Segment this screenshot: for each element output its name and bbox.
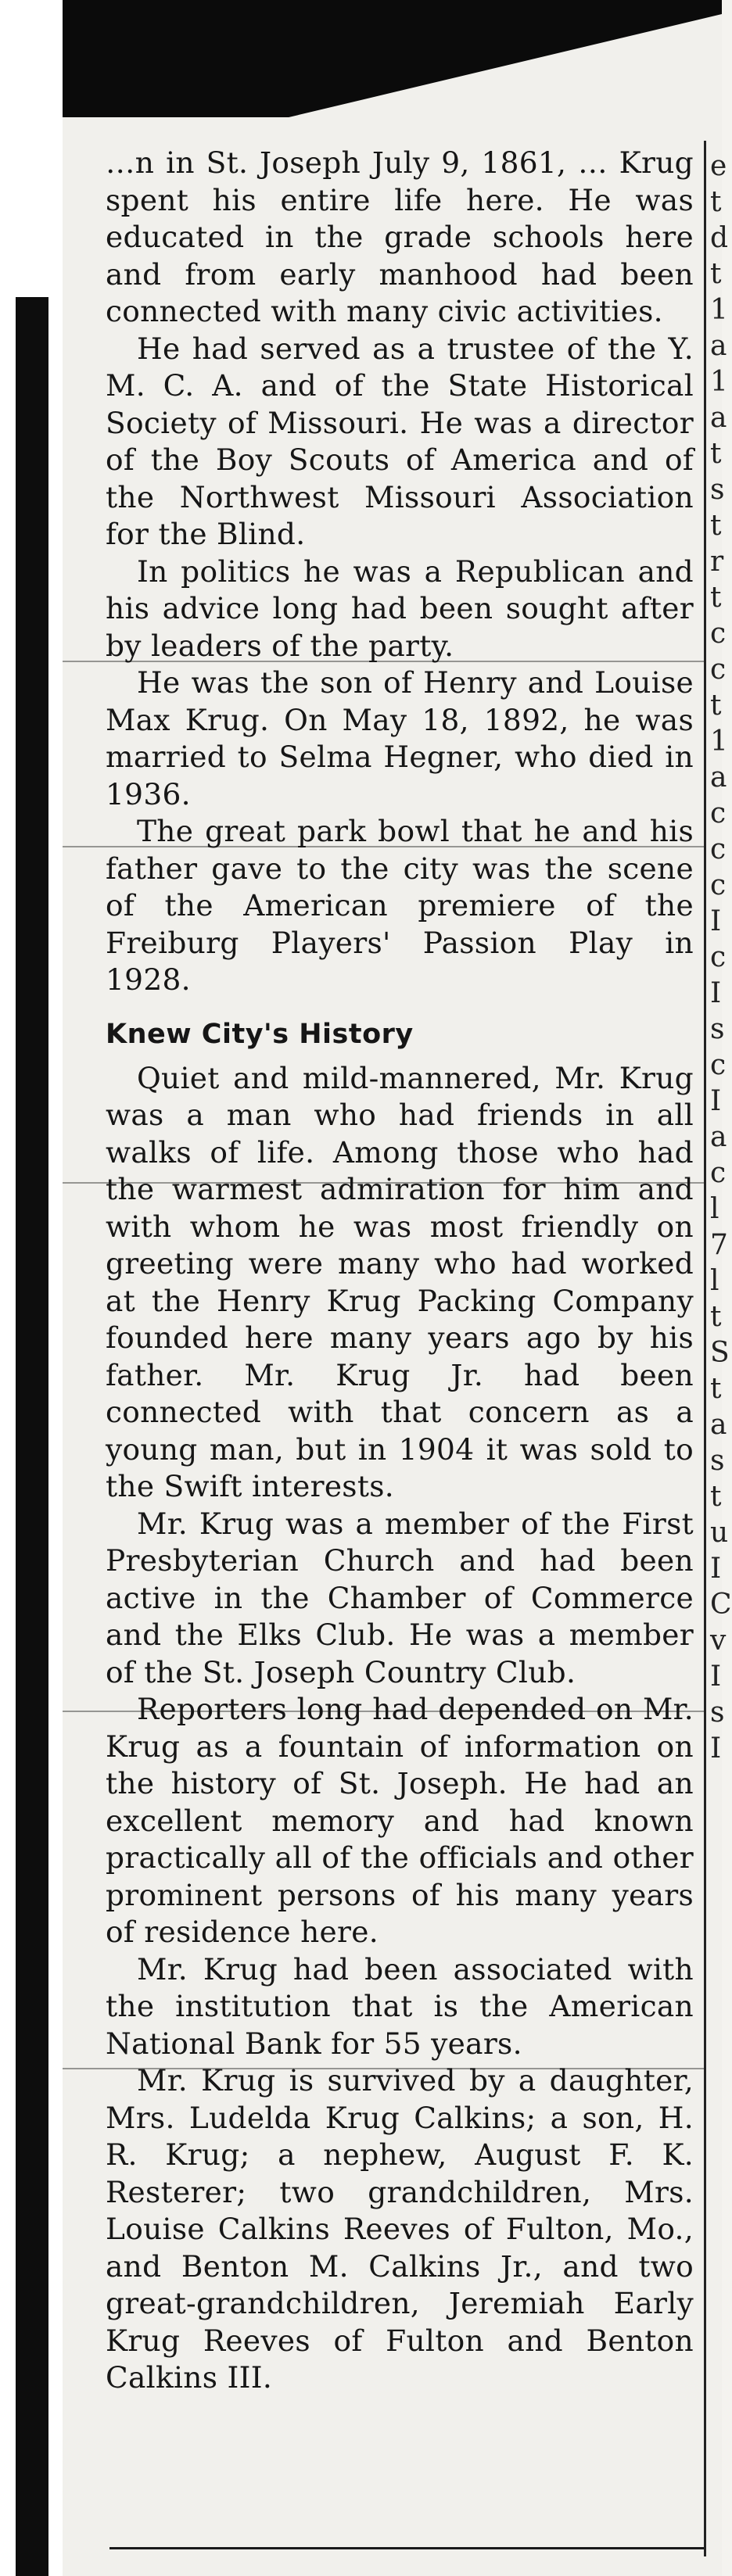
column-fragment-char: C	[710, 1589, 732, 1621]
column-fragment-char: S	[710, 1337, 730, 1369]
column-fragment-char: c	[710, 618, 727, 650]
column-fragment-char: 7	[710, 1229, 728, 1261]
article-paragraph: The great park bowl that he and his father gave to the city was the scene of the American premiere of the Freiburg Players' Passion Play in 1928.	[106, 814, 694, 997]
column-fragment-char: c	[710, 797, 727, 829]
column-fragment-char: a	[710, 1409, 727, 1441]
adjacent-column-fragments	[710, 149, 732, 1767]
column-fragment-char: I	[710, 1553, 722, 1585]
column-fragment-char: s	[710, 1013, 725, 1045]
article-paragraph: Mr. Krug was a member of the First Presbyterian Church and had been active in the Chamber of Commerce and the Elks Club. He was a member of the St. Joseph Country Club.	[106, 1506, 694, 1689]
column-fragment-char: e	[710, 150, 727, 182]
column-fragment-char: c	[710, 833, 727, 865]
column-fragment-char: d	[710, 222, 729, 254]
column-fragment-char: c	[710, 654, 727, 686]
column-fragment-char: s	[710, 1696, 725, 1729]
column-rule-right	[704, 141, 706, 2556]
column-fragment-char: l	[710, 1193, 719, 1225]
article-paragraph: He was the son of Henry and Louise Max Krug. On May 18, 1892, he was married to Selma Hegner, who died in 1936.	[106, 665, 694, 811]
column-fragment-char: s	[710, 1445, 725, 1477]
column-fragment-char: t	[710, 258, 722, 290]
column-fragment-char: I	[710, 977, 722, 1009]
article-paragraph: In politics he was a Republican and his advice long had been sought after by leaders of the party.	[106, 554, 694, 663]
column-fragment-char: t	[710, 186, 722, 218]
column-fragment-char: a	[710, 330, 727, 362]
column-fragment-char: c	[710, 941, 727, 973]
column-fragment-char: l	[710, 1265, 719, 1297]
article-paragraph: Quiet and mild-mannered, Mr. Krug was a man who had friends in all walks of life. Among those who had the warmest admiration for him and with whom he was most friendly on greeting were many who had worked at the Henry Krug Packing Company founded here many years ago by his father. Mr. Krug Jr. had been connected with that concern as a young man, but in 1904 it was sold to the Swift interests.	[106, 1060, 694, 1503]
column-fragment-char: t	[710, 1481, 722, 1513]
column-fragment-char: t	[710, 438, 722, 470]
column-fragment-char: a	[710, 1121, 727, 1153]
article-paragraph: He had served as a trustee of the Y. M. C. A. and of the State Historical Society of Missouri. He was a director of the Boy Scouts of America and of the Northwest Missouri Association for the Blind.	[106, 331, 694, 551]
column-fragment-char: I	[710, 905, 722, 937]
column-fragment-char: I	[710, 1085, 722, 1117]
column-fragment-char: a	[710, 402, 727, 434]
column-fragment-char: 1	[710, 726, 728, 758]
column-fragment-char: t	[710, 690, 722, 722]
binding-shadow	[16, 297, 48, 2576]
obituary-article	[106, 145, 694, 2397]
column-fragment-char: I	[710, 1732, 722, 1765]
column-fragment-char: s	[710, 474, 725, 506]
article-paragraph: Mr. Krug had been associated with the institution that is the American National Bank for 55 years.	[106, 1951, 694, 2061]
article-end-rule	[109, 2547, 704, 2549]
column-fragment-char: t	[710, 1373, 722, 1405]
column-fragment-char: u	[710, 1517, 729, 1549]
column-fragment-char: c	[710, 1049, 727, 1081]
article-paragraph: Mr. Krug is survived by a daughter, Mrs. Ludelda Krug Calkins; a son, H. R. Krug; a nephew, August F. K. Resterer; two grandchildren, Mrs. Louise Calkins Reeves of Fulton, Mo., and Benton M. Calkins Jr., and two great-grandchildren, Jeremiah Early Krug Reeves of Fulton and Benton Calkins III.	[106, 2063, 694, 2395]
column-fragment-char: t	[710, 582, 722, 614]
column-fragment-char: t	[710, 510, 722, 542]
column-fragment-char: 1	[710, 294, 728, 326]
article-paragraph: Reporters long had depended on Mr. Krug as a fountain of information on the history of St. Joseph. He had an excellent memory and had known practically all of the officials and other prominent persons of his many years of residence here.	[106, 1692, 694, 1949]
article-paragraph: …n in St. Joseph July 9, 1861, … Krug spent his entire life here. He was educated in the grade schools here and from early manhood had been connected with many civic activities.	[106, 145, 694, 328]
section-subhead: Knew City's History	[106, 1018, 414, 1050]
column-fragment-char: t	[710, 1301, 722, 1333]
column-fragment-char: c	[710, 1157, 727, 1189]
column-fragment-char: c	[710, 869, 727, 901]
column-fragment-char: I	[710, 1661, 722, 1693]
column-fragment-char: r	[710, 546, 724, 578]
column-fragment-char: v	[710, 1625, 727, 1657]
column-fragment-char: 1	[710, 366, 728, 398]
column-fragment-char: a	[710, 761, 727, 794]
